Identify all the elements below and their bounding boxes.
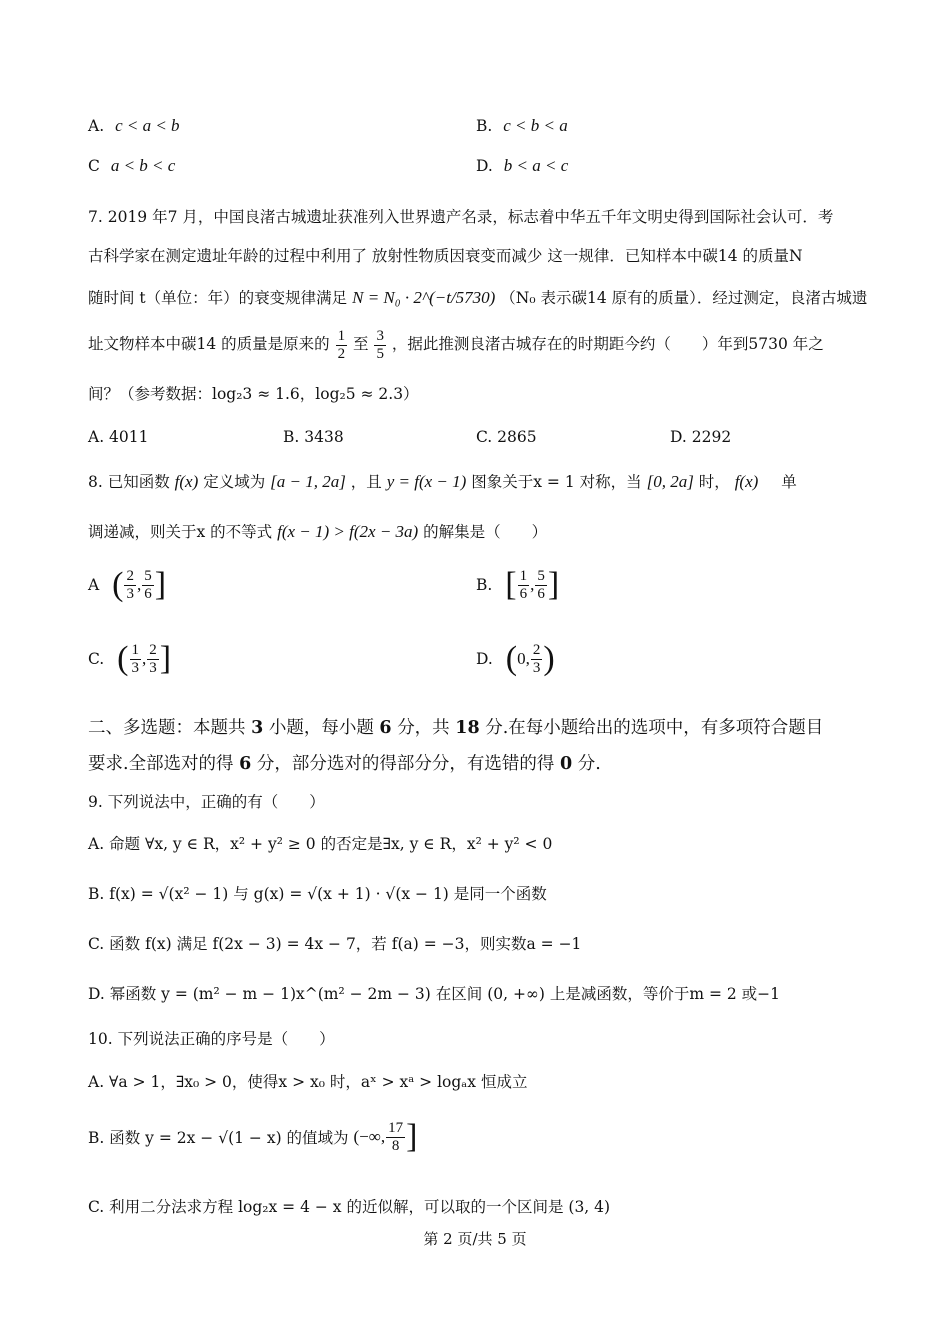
q8-option-c: C. ( $\frac{1}{3}$ , $\frac{2}{3}$ ]: [88, 640, 172, 677]
left-bracket: (: [117, 640, 129, 677]
numerator: 2: [149, 642, 157, 658]
q6-option-c: [88, 156, 175, 176]
right-bracket: ]: [159, 640, 172, 677]
q7-line-2: 古科学家在测定遗址年龄的过程中利用了 放射性物质因衰变而减少 这一规律．已知样本中碳14 的质量N: [88, 247, 803, 265]
q8-text: ，且: [350, 473, 382, 491]
q8-line-1: [88, 470, 797, 492]
numerator: 1: [131, 642, 139, 658]
section-text: 分，部分选对的得部分分，有选错的得: [256, 754, 555, 774]
q8-option-a: A ( $\frac{2}{3}$ , $\frac{5}{6}$ ]: [88, 566, 167, 603]
fraction: [531, 642, 543, 676]
numerator: 5: [537, 568, 545, 584]
q10-option-c: C. 利用二分法求方程 log₂x = 4 − x 的近似解，可以取的一个区间是 (3, 4): [88, 1198, 611, 1216]
fraction-17-8: [386, 1120, 405, 1154]
option-label: B.: [476, 576, 493, 594]
q9-option-a: A. 命题 ∀x, y ∈ R，x² + y² ≥ 0 的否定是∃x, y ∈ R，x² + y² < 0: [88, 835, 553, 853]
q7-option-b: B. 3438: [283, 428, 344, 446]
fraction-one-half: [336, 328, 348, 362]
left-bracket: (: [505, 640, 518, 677]
right-bracket: ]: [154, 566, 167, 603]
decay-formula: N = N₀ · 2^(−t/5730): [352, 288, 496, 307]
section-text: 要求.全部选对的得: [88, 754, 234, 774]
numerator: 2: [126, 568, 134, 584]
fraction: [518, 568, 530, 602]
page-footer: 第 2 页/共 5 页: [423, 1230, 527, 1248]
left-bracket: [: [505, 566, 517, 603]
section-text: 分，共: [397, 718, 450, 738]
interval-0-2a: [0, 2a]: [646, 472, 694, 491]
inequality: f(x − 1) > f(2x − 3a): [277, 522, 419, 541]
fraction: [124, 568, 136, 602]
q9-option-b: B. f(x) = √(x² − 1) 与 g(x) = √(x + 1) · √(x − 1) 是同一个函数: [88, 885, 547, 903]
q7-line-4-mid: 至: [353, 335, 369, 353]
right-bracket: ]: [547, 566, 560, 603]
denominator: 5: [376, 345, 384, 362]
q7-line-5: 间？（参考数据：log₂3 ≈ 1.6，log₂5 ≈ 2.3）: [88, 385, 419, 403]
right-bracket: ]: [406, 1118, 418, 1155]
option-label: C.: [88, 650, 105, 668]
option-math: a < b < c: [110, 156, 176, 175]
denominator: 6: [144, 585, 152, 602]
fraction: [142, 568, 154, 602]
q7-line-4: [88, 328, 824, 362]
section-text: 小题，每小题: [268, 718, 374, 738]
denominator: 3: [131, 659, 139, 676]
fraction: [130, 642, 142, 676]
interval-start: 0,: [517, 649, 530, 668]
option-math: c < a < b: [115, 116, 180, 135]
q7-line-1: 7. 2019 年7 月，中国良渚古城遗址获准列入世界遗产名录，标志着中华五千年文明史得到国际社会认可．考: [88, 208, 834, 226]
denominator: 8: [391, 1137, 400, 1154]
option-label: D.: [476, 650, 493, 668]
right-bracket: ): [543, 640, 555, 677]
q8-option-d: [476, 640, 555, 678]
option-label: C: [88, 157, 100, 175]
q8-text: 定义域为: [203, 473, 266, 491]
q10-stem: 10. 下列说法正确的序号是（ ）: [88, 1030, 335, 1048]
denominator: 3: [126, 585, 134, 602]
q8-option-b: B. [ $\frac{1}{6}$ , $\frac{5}{6}$ ]: [476, 566, 560, 603]
q7-line-4-text-b: ，据此推测良渚古城存在的时期距今约（ ）年到5730 年之: [391, 335, 824, 353]
option-label: A.: [88, 117, 105, 135]
q10-option-b: [88, 1118, 417, 1156]
numerator: 17: [388, 1120, 404, 1136]
q6-option-a: [88, 116, 180, 136]
option-label: A: [88, 576, 100, 594]
section-2-header-line-2: [88, 750, 601, 775]
function-shifted: y = f(x − 1): [386, 472, 467, 491]
numerator: 3: [376, 328, 384, 344]
fraction: [147, 642, 159, 676]
q10-option-a: A. ∀a > 1，∃x₀ > 0，使得x > x₀ 时，aˣ > xᵃ > logₐx 恒成立: [88, 1073, 528, 1091]
q8-line-2: [88, 520, 547, 542]
q8-text: 的解集是（ ）: [423, 523, 548, 541]
section-number: 0: [559, 754, 573, 774]
option-label: B.: [476, 117, 493, 135]
q8-text: 图象关于x = 1 对称，当: [471, 473, 642, 491]
section-text: 二、多选题：本题共: [88, 718, 246, 738]
denominator: 3: [149, 659, 157, 676]
denominator: 2: [337, 345, 346, 362]
domain-interval: [a − 1, 2a]: [270, 472, 346, 491]
q7-line-4-text: 址文物样本中碳14 的质量是原来的: [88, 335, 330, 353]
q7-line-3-text: 随时间 t（单位：年）的衰变规律满足: [88, 289, 348, 307]
numerator: 5: [144, 568, 152, 584]
q9-option-c: C. 函数 f(x) 满足 f(2x − 3) = 4x − 7，若 f(a) = −3，则实数a = −1: [88, 935, 582, 953]
option-label: D.: [476, 157, 493, 175]
numerator: 1: [337, 328, 346, 344]
q8-text: 时，: [698, 473, 730, 491]
option-math: b < a < c: [503, 156, 569, 175]
q8-text: 调递减，则关于x 的不等式: [88, 523, 273, 541]
option-math: c < b < a: [503, 116, 568, 135]
fraction-three-fifths: [374, 328, 386, 362]
section-text: 分.在每小题给出的选项中，有多项符合题目: [485, 718, 824, 738]
denominator: 6: [537, 585, 545, 602]
section-number: 6: [379, 718, 392, 738]
q6-option-d: [476, 156, 568, 176]
q7-line-3-text-b: （N₀ 表示碳14 原有的质量）．经过测定，良渚古城遗: [500, 289, 868, 307]
section-number: 18: [455, 718, 480, 738]
q8-text: 单: [781, 473, 797, 491]
q7-option-c: C. 2865: [476, 428, 537, 446]
q6-option-b: [476, 116, 568, 136]
denominator: 6: [519, 585, 528, 602]
numerator: 2: [532, 642, 541, 658]
q9-option-d: D. 幂函数 y = (m² − m − 1)x^(m² − 2m − 3) 在区间 (0, +∞) 上是减函数，等价于m = 2 或−1: [88, 985, 781, 1003]
function-f: f(x): [734, 472, 759, 491]
denominator: 3: [532, 659, 541, 676]
function-f: f(x): [174, 472, 199, 491]
q9-stem: 9. 下列说法中，正确的有（ ）: [88, 793, 325, 811]
section-number: 6: [239, 754, 252, 774]
section-text: 分.: [577, 754, 601, 774]
left-bracket: (: [112, 566, 124, 603]
fraction: [535, 568, 547, 602]
q10-b-text: B. 函数 y = 2x − √(1 − x) 的值域为: [88, 1129, 349, 1147]
interval-start: (−∞,: [353, 1127, 386, 1146]
q8-text: 8. 已知函数: [88, 473, 170, 491]
numerator: 1: [519, 568, 528, 584]
section-number: 3: [251, 718, 264, 738]
section-2-header-line-1: [88, 714, 823, 739]
q7-line-3: [88, 286, 867, 308]
q7-option-d: D. 2292: [670, 428, 732, 446]
q7-option-a: A. 4011: [88, 428, 149, 446]
